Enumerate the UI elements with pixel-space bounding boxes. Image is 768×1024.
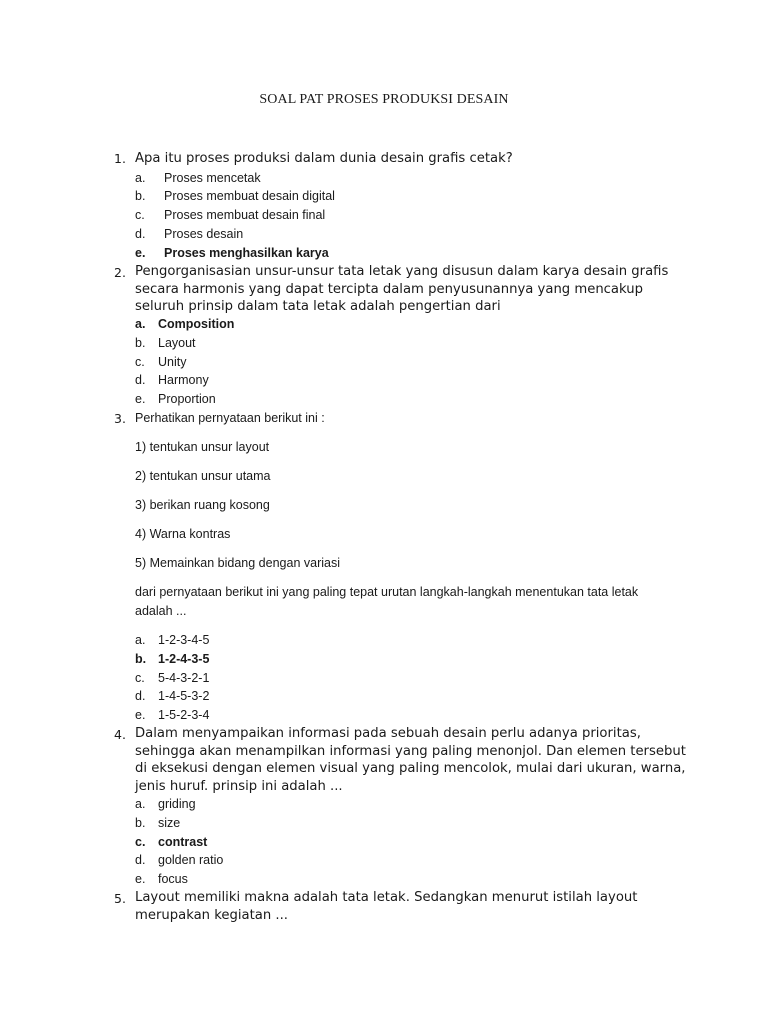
option-letter: d. [135,689,146,703]
option-text: 1-4-5-3-2 [158,689,210,703]
statement-item: 3) berikan ruang kosong [135,498,270,512]
question-number: 4. [114,727,126,742]
option-letter: a. [135,797,146,811]
option-text: Harmony [158,373,209,387]
question-text-line: Pengorganisasian unsur-unsur tata letak yang disusun dalam karya desain grafis [135,264,669,279]
option-text: size [158,816,181,830]
statement-item: 4) Warna kontras [135,527,231,541]
option-text: golden ratio [158,853,224,867]
question-text-line: Dalam menyampaikan informasi pada sebuah desain perlu adanya prioritas, [135,726,641,741]
question-text-line: Layout memiliki makna adalah tata letak. Sedangkan menurut istilah layout [135,890,638,905]
question-number: 1. [114,151,126,166]
question-text-line: jenis huruf. prinsip ini adalah ... [135,779,343,794]
question-text-line: seluruh prinsip dalam tata letak adalah pengertian dari [135,299,501,314]
question-text-line: secara harmonis yang dapat tercipta dalam penyusunannya yang mencakup [135,282,643,297]
option-letter-correct: b. [135,652,147,666]
option-letter: a. [135,633,146,647]
option-text: griding [158,797,196,811]
option-text: Proses membuat desain digital [164,189,335,203]
option-letter: c. [135,355,145,369]
question-closing-line: dari pernyataan berikut ini yang paling tepat urutan langkah-langkah menentukan tata letak [135,585,639,599]
option-letter: b. [135,336,146,350]
option-text: Proses desain [164,227,244,241]
option-text: focus [158,872,188,886]
option-letter: e. [135,708,146,722]
option-letter: b. [135,816,146,830]
question-number: 5. [114,891,126,906]
question-text-line: merupakan kegiatan ... [135,908,289,923]
option-text: Proses membuat desain final [164,208,326,222]
document-title: SOAL PAT PROSES PRODUKSI DESAIN [259,92,509,107]
option-text: 5-4-3-2-1 [158,671,210,685]
option-letter: b. [135,189,146,203]
option-letter-correct: c. [135,835,146,849]
option-text-correct: Proses menghasilkan karya [164,246,329,260]
option-text: Unity [158,355,187,369]
question-number: 2. [114,265,126,280]
statement-item: 1) tentukan unsur layout [135,440,270,454]
question-text-line: Apa itu proses produksi dalam dunia desain grafis cetak? [135,151,513,166]
statement-item: 5) Memainkan bidang dengan variasi [135,556,340,570]
option-text-correct: contrast [158,835,208,849]
option-text: Layout [158,336,196,350]
option-letter: c. [135,671,145,685]
option-letter: e. [135,392,146,406]
option-text: Proses mencetak [164,171,261,185]
option-letter-correct: e. [135,246,146,260]
option-text: 1-5-2-3-4 [158,708,210,722]
option-letter: d. [135,227,146,241]
question-closing-line: adalah ... [135,604,187,618]
question-text-line: Perhatikan pernyataan berikut ini : [135,411,325,425]
question-text-line: di eksekusi dengan elemen visual yang paling mencolok, mulai dari ukuran, warna, [135,761,686,776]
option-text-correct: 1-2-4-3-5 [158,652,210,666]
question-text-line: sehingga akan menampilkan informasi yang paling menonjol. Dan elemen tersebut [135,744,686,759]
option-letter: d. [135,373,146,387]
option-letter: c. [135,208,145,222]
option-text: 1-2-3-4-5 [158,633,210,647]
option-letter-correct: a. [135,317,146,331]
option-text: Proportion [158,392,216,406]
option-text-correct: Composition [158,317,235,331]
option-letter: a. [135,171,146,185]
question-number: 3. [114,411,126,426]
option-letter: e. [135,872,146,886]
option-letter: d. [135,853,146,867]
statement-item: 2) tentukan unsur utama [135,469,271,483]
